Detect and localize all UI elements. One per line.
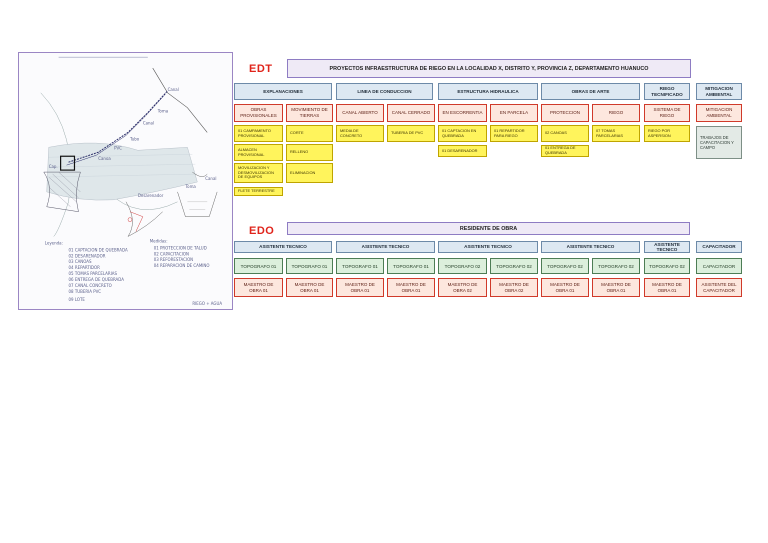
legend-left-item: 05 TOMAS PARCELARIAS: [68, 271, 118, 277]
sketch-label: Cap.: [48, 164, 58, 170]
edt-cell: 02 CANOAS: [541, 125, 589, 142]
edt-cell: MOVILIZACION Y DESMOVILIZACION DE EQUIPOS: [234, 163, 283, 183]
edt-cell: CANAL ABIERTO: [336, 104, 384, 122]
legend-left-item: 03 CANOAS: [68, 259, 92, 265]
edt-cell: RIEGO POR ASPERSION: [644, 125, 690, 142]
edt-cell: RIEGO: [592, 104, 640, 122]
sketch-label: Canal: [167, 86, 179, 92]
edt-cell: 01 ENTREGA DE QUEBRADA: [541, 145, 589, 157]
edt-header: RIEGO TECNIFICADO: [644, 83, 690, 100]
edo-header: ASISTENTE TECNICO: [541, 241, 640, 253]
legend-right-item: 03 REFORESTACION: [153, 257, 194, 263]
edt-header: OBRAS DE ARTE: [541, 83, 640, 100]
legend-left-item: 04 REPARTIDOR: [68, 265, 100, 271]
edt-cell: FLETE TERRESTRE: [234, 187, 283, 196]
edt-cell: MEDIA DE CONCRETO: [336, 125, 384, 142]
legend-left-item: 08 TUBERIA PVC: [68, 288, 102, 294]
topografo-cell: TOPOGRAFO 01: [234, 258, 283, 274]
maestro-cell: MAESTRO DE OBRA 01: [234, 278, 283, 297]
sketch-label: Canoa: [98, 156, 111, 162]
edt-cell: 01 DESARENADOR: [438, 145, 487, 157]
edo-header: CAPACITADOR: [696, 241, 742, 253]
maestro-cell: MAESTRO DE OBRA 02: [490, 278, 538, 297]
edo-header: ASISTENTE TECNICO: [644, 241, 690, 253]
maestro-cell: MAESTRO DE OBRA 01: [286, 278, 333, 297]
topografo-cell: CAPACITADOR: [696, 258, 742, 274]
sketch-label: Canal: [142, 120, 155, 126]
topografo-cell: TOPOGRAFO 02: [644, 258, 690, 274]
edt-label: EDT: [249, 63, 273, 75]
edo-header: ASISTENTE TECNICO: [336, 241, 435, 253]
edt-title: PROYECTOS INFRAESTRUCTURA DE RIEGO EN LA LOCALIDAD X, DISTRITO Y, PROVINCIA Z, DEPARTAMENTO HUANUCO: [287, 59, 691, 78]
sketch-label: Toma: [157, 108, 169, 114]
edt-cell: MOVIMIENTO DE TIERRAS: [286, 104, 333, 122]
edt-cell: PROTECCION: [541, 104, 589, 122]
maestro-cell: ASISTENTE DEL CAPACITADOR: [696, 278, 742, 297]
edo-title: RESIDENTE DE OBRA: [287, 222, 690, 235]
edt-cell: 01 REPARTIDOR PARA RIEGO: [490, 125, 538, 142]
sketch-label: Tubo: [129, 136, 140, 142]
legend-right-item: 02 CAPACITACION: [153, 251, 189, 257]
edt-cell: EN PARCELA: [490, 104, 538, 122]
maestro-cell: MAESTRO DE OBRA 01: [644, 278, 690, 297]
sketch-drawing: [19, 53, 232, 309]
topografo-cell: TOPOGRAFO 01: [286, 258, 333, 274]
legend-left-item: 01 CAPTACION DE QUEBRADA: [68, 247, 128, 253]
edt-cell: ELIMINACION: [286, 163, 333, 183]
legend-right-item: 01 PROTECCION DE TALUD: [153, 245, 207, 251]
legend-left-item: 09 LOTE: [68, 296, 85, 302]
edt-cell: RELLENO: [286, 144, 333, 161]
canal-sketch: [18, 52, 233, 310]
topografo-cell: TOPOGRAFO 02: [592, 258, 640, 274]
maestro-cell: MAESTRO DE OBRA 01: [336, 278, 384, 297]
sketch-label: Canal: [205, 176, 217, 182]
edt-cell: CORTE: [286, 125, 333, 142]
edt-cell: MITIGACION AMBIENTAL: [696, 104, 742, 122]
edt-cell: OBRAS PROVISIONALES: [234, 104, 283, 122]
edo-header: ASISTENTE TECNICO: [234, 241, 332, 253]
edt-header: LINEA DE CONDUCCION: [336, 83, 433, 100]
edt-cell: ALMACEN PROVISIONAL: [234, 144, 283, 161]
edo-header: ASISTENTE TECNICO: [438, 241, 538, 253]
edt-cell: 01 CAMPAMENTO PROVISIONAL: [234, 125, 283, 142]
maestro-cell: MAESTRO DE OBRA 01: [387, 278, 435, 297]
edt-cell: SISTEMA DE RIEGO: [644, 104, 690, 122]
legend-left-item: 02 DESARENADOR: [68, 253, 106, 259]
maestro-cell: MAESTRO DE OBRA 01: [592, 278, 640, 297]
edt-cell: EN ESCORRENTIA: [438, 104, 487, 122]
edt-cell: TUBERIA DE PVC: [387, 125, 435, 142]
edt-cell: 07 TOMAS PARCELARIAS: [592, 125, 640, 142]
edt-header: EXPLANACIONES: [234, 83, 332, 100]
maestro-cell: MAESTRO DE OBRA 02: [438, 278, 487, 297]
topografo-cell: TOPOGRAFO 02: [438, 258, 487, 274]
legend-left-title: Leyenda:: [44, 240, 63, 246]
edt-cell: CANAL CERRADO: [387, 104, 435, 122]
edt-cell: 01 CAPTACION EN QUEBRADA: [438, 125, 487, 142]
maestro-cell: MAESTRO DE OBRA 01: [541, 278, 589, 297]
topografo-cell: TOPOGRAFO 02: [541, 258, 589, 274]
legend-right-item: 04 REPARACION DE CAMINO: [153, 263, 210, 269]
topografo-cell: TOPOGRAFO 02: [490, 258, 538, 274]
sketch-label: Toma: [185, 183, 196, 189]
edt-header: MITIGACION AMBIENTAL: [696, 83, 742, 100]
legend-right-title: Medidas:: [149, 238, 168, 244]
edt-header: ESTRUCTURA HIDRAULICA: [438, 83, 538, 100]
sketch-note: RIEGO + AGUA: [192, 300, 223, 306]
topografo-cell: TOPOGRAFO 01: [387, 258, 435, 274]
edo-label: EDO: [249, 225, 275, 237]
legend-left-item: 07 CANAL CONCRETO: [68, 283, 112, 289]
sketch-label: Desarenador: [137, 192, 164, 198]
legend-left-item: 06 ENTREGA DE QUEBRADA: [68, 277, 124, 283]
topografo-cell: TOPOGRAFO 01: [336, 258, 384, 274]
mitigation-note: TRABAJOS DE CAPACITACION Y CAMPO: [696, 126, 742, 159]
sketch-label: PVC: [114, 145, 122, 151]
